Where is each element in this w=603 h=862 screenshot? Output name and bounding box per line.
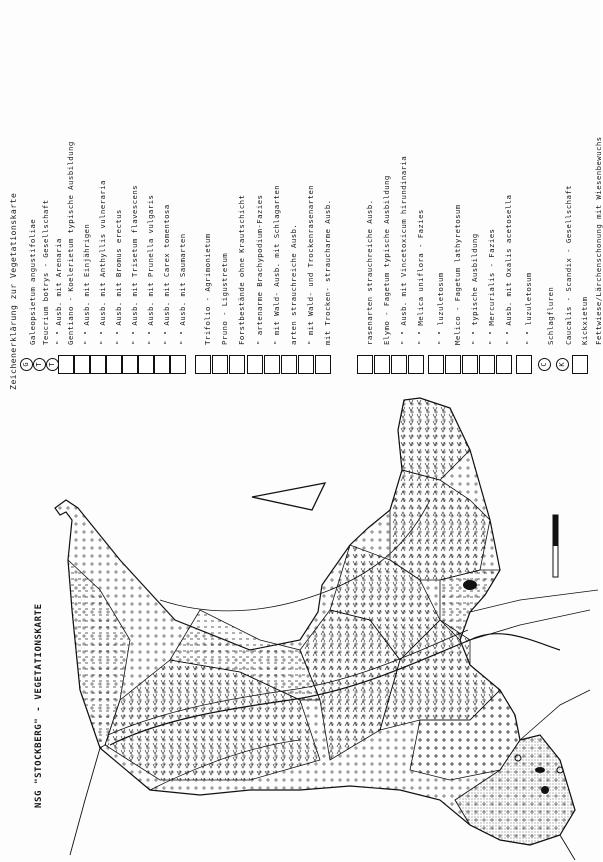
legend-item: mit Trocken- straucharme Ausb. xyxy=(323,199,332,345)
legend-item: rasenarten strauchreiche Ausb. xyxy=(365,199,374,345)
legend-item: " " Ausb. mit Carex tomentosa xyxy=(162,204,171,345)
legend-item: " " Ausb. mit Trisetum flavescens xyxy=(130,184,139,345)
legend-item: arten strauchreiche Ausb. xyxy=(289,223,298,345)
legend-item: " " luzuletosum xyxy=(436,272,445,345)
legend-item: Kickxietum xyxy=(580,296,589,345)
legend-item: Pruno - Ligustretum xyxy=(220,252,229,345)
legend-item: Teucrium botrys - Gesellschaft xyxy=(41,199,50,345)
vegetation-map-page: NSG "STOCKBERG" - VEGETATIONSKARTE Zeichenerklärung zur Vegetationskarte G T T C K Galeopsietum angustifoliae Teucrium botrys - Gesellschaft " " Ausb. mit Arenaria Gentiano - Koelerietum typische Ausbildung " " Ausb. mit Einjährigen " " Ausb. mit Anthyllis vulneraria " " Ausb. mit Bromus erectus " " Ausb. mit Trisetum flavescens " " Ausb. mit Prunella vulgaris " " Ausb. mit Carex tomentosa " " Ausb. mit Saumarten Trifolio - Agrimonietum Pruno - Ligustretum Forstbestände ohne Krautschicht " artenarme Brachypodium-Fazies " mit Wald- Ausb. mit Schlagarten arten strauchreiche Ausb. " mit Wald- und Trockenrasenarten mit Trocken- straucharme Ausb. rasenarten strauchreiche Ausb. Elymo - Fagetum typische Ausbildung " " Ausb. mit Vincetoxicum hirundinaria " " Melica uniflora - Fazies " " luzuletosum Melico - Fagetum lathyretosum " " typische Ausbildung " " Mercurialis - Fazies " " Ausb. mit Oxalis acetosella " " luzuletosum Schlagfluren Caucalis - Scandix - Gesellschaft Kickxietum Fettwiese/Lärchenschonung mit Wiesenbewuchs xyxy=(0,0,600,862)
legend-item: " " Ausb. mit Saumarten xyxy=(178,233,187,345)
legend-item: " mit Wald- Ausb. mit Schlagarten xyxy=(272,184,281,345)
legend-item: Forstbestände ohne Krautschicht xyxy=(237,194,246,345)
legend-item: Schlagfluren xyxy=(546,286,555,345)
legend-item: " " Ausb. mit Prunella vulgaris xyxy=(146,194,155,345)
legend-item: Galeopsietum angustifoliae xyxy=(28,218,37,345)
legend-item: Gentiano - Koelerietum typische Ausbildung xyxy=(66,141,75,345)
legend-item: Melico - Fagetum lathyretosum xyxy=(453,204,462,345)
legend-item: " " Mercurialis - Fazies xyxy=(487,228,496,345)
legend-item: " " Ausb. mit Arenaria xyxy=(54,238,63,345)
legend-item: " " Ausb. mit Bromus erectus xyxy=(114,209,123,345)
legend-item: " " Ausb. mit Oxalis acetosella xyxy=(504,194,513,345)
legend-heading: Zeichenerklärung zur Vegetationskarte xyxy=(8,192,18,390)
legend-item: " " Ausb. mit Einjährigen xyxy=(82,223,91,345)
legend-item: " " Melica uniflora - Fazies xyxy=(416,209,425,345)
north-arrow-icon xyxy=(252,483,325,510)
legend-item: " mit Wald- und Trockenrasenarten xyxy=(306,184,315,345)
legend-item: " " luzuletosum xyxy=(524,272,533,345)
legend-item: Fettwiese/Lärchenschonung mit Wiesenbewuchs xyxy=(594,136,603,345)
legend-item: " " Ausb. mit Vincetoxicum hirundinaria xyxy=(399,155,408,345)
legend-item: Trifolio - Agrimonietum xyxy=(203,233,212,345)
legend-item: " artenarme Brachypodium-Fazies xyxy=(255,194,264,345)
legend-item: Caucalis - Scandix - Gesellschaft xyxy=(564,184,573,345)
legend-item: " " Ausb. mit Anthyllis vulneraria xyxy=(98,180,107,345)
legend-item: Elymo - Fagetum typische Ausbildung xyxy=(382,175,391,345)
map-title: NSG "STOCKBERG" - VEGETATIONSKARTE xyxy=(34,603,44,808)
legend-item: " " typische Ausbildung xyxy=(470,233,479,345)
